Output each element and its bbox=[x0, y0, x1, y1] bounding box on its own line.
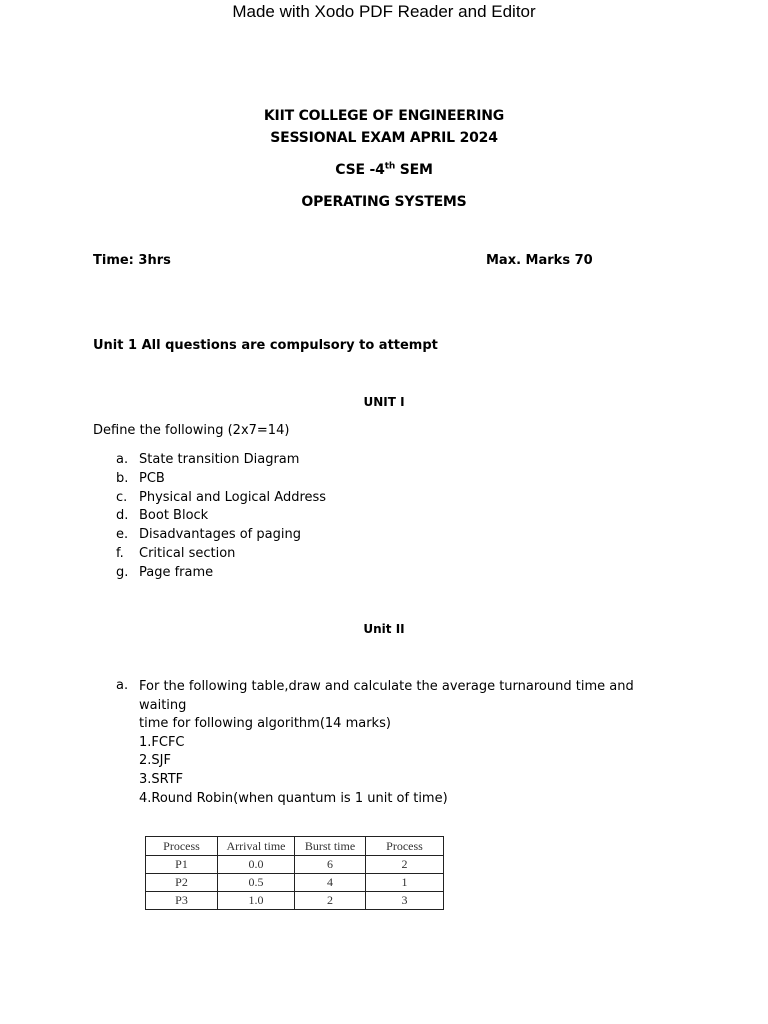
table-cell: 0.0 bbox=[218, 856, 295, 874]
list-marker: g. bbox=[116, 564, 129, 580]
list-marker: e. bbox=[116, 527, 129, 543]
exam-title: SESSIONAL EXAM APRIL 2024 bbox=[270, 130, 498, 146]
semester bbox=[0, 162, 768, 178]
list-marker: b. bbox=[116, 470, 129, 486]
list-item-text: PCB bbox=[139, 470, 165, 486]
list-item-text: State transition Diagram bbox=[139, 452, 300, 467]
list-item bbox=[116, 508, 326, 527]
list-item bbox=[116, 565, 326, 584]
list-item bbox=[116, 490, 326, 509]
list-marker: a. bbox=[116, 452, 129, 467]
list-marker: c. bbox=[116, 489, 128, 505]
column-header: Process bbox=[366, 837, 444, 856]
list-item-text: Boot Block bbox=[139, 508, 209, 524]
table-cell: P1 bbox=[146, 856, 218, 874]
list-item-text: Page frame bbox=[139, 564, 214, 580]
table-cell: P2 bbox=[146, 874, 218, 892]
list-marker: d. bbox=[116, 508, 129, 524]
question-body bbox=[139, 678, 676, 808]
instruction: Unit 1 All questions are compulsory to attempt bbox=[93, 338, 438, 353]
table-cell: 6 bbox=[295, 856, 366, 874]
max-marks: Max. Marks 70 bbox=[486, 253, 593, 268]
question-line: time for following algorithm(14 marks) bbox=[139, 716, 391, 732]
question-marker: a. bbox=[116, 678, 129, 693]
algorithm-item: 3.SRTF bbox=[139, 771, 184, 787]
list-item-text: Physical and Logical Address bbox=[139, 489, 327, 505]
table-cell: 2 bbox=[366, 856, 444, 874]
algorithm-item: 4.Round Robin(when quantum is 1 unit of time) bbox=[139, 790, 448, 806]
semester-prefix: CSE -4 bbox=[335, 162, 385, 178]
algorithm-item: 1.FCFC bbox=[139, 734, 185, 750]
table-row bbox=[146, 892, 444, 910]
unit1-title: UNIT I bbox=[363, 395, 405, 409]
unit1-prompt: Define the following (2x7=14) bbox=[93, 423, 290, 438]
table-cell: 2 bbox=[295, 892, 366, 910]
table-row bbox=[146, 874, 444, 892]
list-item-text: Critical section bbox=[139, 545, 236, 561]
subject-title: OPERATING SYSTEMS bbox=[301, 194, 467, 210]
unit1-list bbox=[116, 452, 326, 584]
question-line: For the following table,draw and calculate the average turnaround time and waiting bbox=[139, 679, 634, 713]
table-header-row bbox=[146, 837, 444, 856]
table-cell: P3 bbox=[146, 892, 218, 910]
exam-time: Time: 3hrs bbox=[93, 253, 171, 268]
algorithm-item: 2.SJF bbox=[139, 753, 171, 769]
list-marker: f. bbox=[116, 545, 124, 561]
table-cell: 1.0 bbox=[218, 892, 295, 910]
semester-superscript: th bbox=[384, 161, 396, 172]
list-item-text: Disadvantages of paging bbox=[139, 527, 301, 543]
process-table bbox=[145, 836, 444, 910]
table-cell: 3 bbox=[366, 892, 444, 910]
list-item bbox=[116, 527, 326, 546]
column-header: Arrival time bbox=[218, 837, 295, 856]
list-item bbox=[116, 471, 326, 490]
column-header: Burst time bbox=[295, 837, 366, 856]
column-header: Process bbox=[146, 837, 218, 856]
table-cell: 1 bbox=[366, 874, 444, 892]
watermark: Made with Xodo PDF Reader and Editor bbox=[232, 2, 536, 21]
unit2-question bbox=[116, 678, 676, 808]
table-cell: 4 bbox=[295, 874, 366, 892]
table-row bbox=[146, 856, 444, 874]
unit2-title: Unit II bbox=[363, 622, 405, 636]
semester-suffix: SEM bbox=[395, 162, 433, 178]
college-name: KIIT COLLEGE OF ENGINEERING bbox=[263, 108, 505, 124]
list-item bbox=[116, 546, 326, 565]
list-item bbox=[116, 452, 326, 471]
table-cell: 0.5 bbox=[218, 874, 295, 892]
